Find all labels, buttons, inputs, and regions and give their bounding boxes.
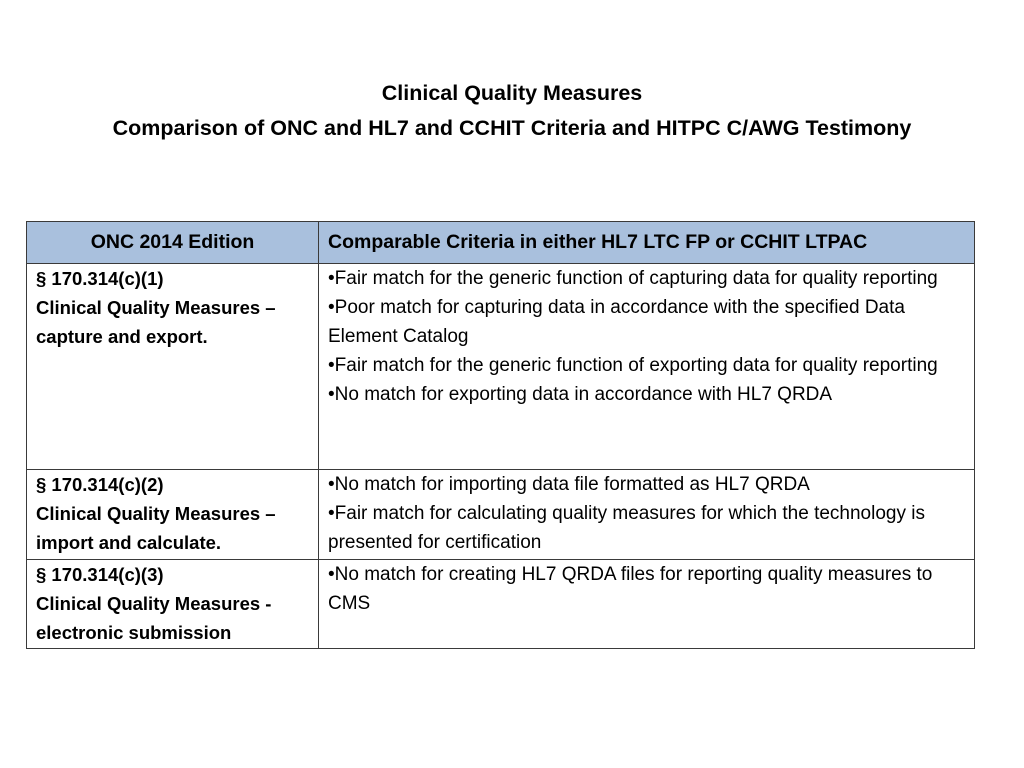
header-comparable-criteria: Comparable Criteria in either HL7 LTC FP or CCHIT LTPAC: [319, 222, 975, 264]
bullet-icon: •: [328, 355, 335, 376]
criterion-description: electronic submission: [36, 622, 232, 643]
bullet-list: [328, 470, 965, 557]
bullet-text: Fair match for the generic function of capturing data for quality reporting: [334, 268, 938, 289]
bullet-icon: •: [328, 297, 335, 318]
title-line-2: Comparison of ONC and HL7 and CCHIT Criteria and HITPC C/AWG Testimony: [112, 116, 912, 140]
bullet-text: No match for creating HL7 QRDA files for reporting quality measures to CMS: [328, 564, 933, 614]
bullet-list: [328, 264, 965, 409]
bullet-text: No match for importing data file formatted as HL7 QRDA: [334, 474, 810, 495]
title-line-1: Clinical Quality Measures: [381, 81, 643, 105]
comparison-cell: [319, 470, 975, 560]
bullet-text: Fair match for calculating quality measures for which the technology is presented for certification: [328, 503, 925, 553]
comparison-cell: [319, 264, 975, 470]
criterion-description: import and calculate.: [36, 532, 222, 553]
criterion-cell: [27, 560, 319, 649]
table-header-row: [27, 222, 975, 264]
comparison-table: [26, 221, 975, 649]
criterion-section: § 170.314(c)(1): [36, 268, 164, 289]
criterion-description: Clinical Quality Measures -: [36, 593, 272, 614]
table-row: [27, 470, 975, 560]
table-row: [27, 560, 975, 649]
slide-title: [0, 76, 1024, 146]
criterion-description: capture and export.: [36, 326, 208, 347]
list-item: [328, 264, 965, 293]
criterion-section: § 170.314(c)(2): [36, 474, 164, 495]
bullet-text: Fair match for the generic function of exporting data for quality reporting: [334, 355, 938, 376]
bullet-icon: •: [328, 474, 335, 495]
list-item: [328, 560, 965, 618]
list-item: [328, 293, 965, 351]
bullet-text: Poor match for capturing data in accordance with the specified Data Element Catalog: [328, 297, 905, 347]
table-row: [27, 264, 975, 470]
bullet-list: [328, 560, 965, 618]
criterion-cell: [27, 470, 319, 560]
criterion-description: Clinical Quality Measures –: [36, 297, 276, 318]
bullet-icon: •: [328, 564, 335, 585]
bullet-icon: •: [328, 503, 335, 524]
bullet-icon: •: [328, 268, 335, 289]
criterion-cell: [27, 264, 319, 470]
list-item: [328, 499, 965, 557]
list-item: [328, 351, 965, 380]
list-item: [328, 380, 965, 409]
comparison-cell: [319, 560, 975, 649]
header-onc-edition: ONC 2014 Edition: [27, 222, 319, 264]
list-item: [328, 470, 965, 499]
criterion-description: Clinical Quality Measures –: [36, 503, 276, 524]
criterion-section: § 170.314(c)(3): [36, 564, 164, 585]
bullet-text: No match for exporting data in accordance with HL7 QRDA: [334, 384, 833, 405]
bullet-icon: •: [328, 384, 335, 405]
